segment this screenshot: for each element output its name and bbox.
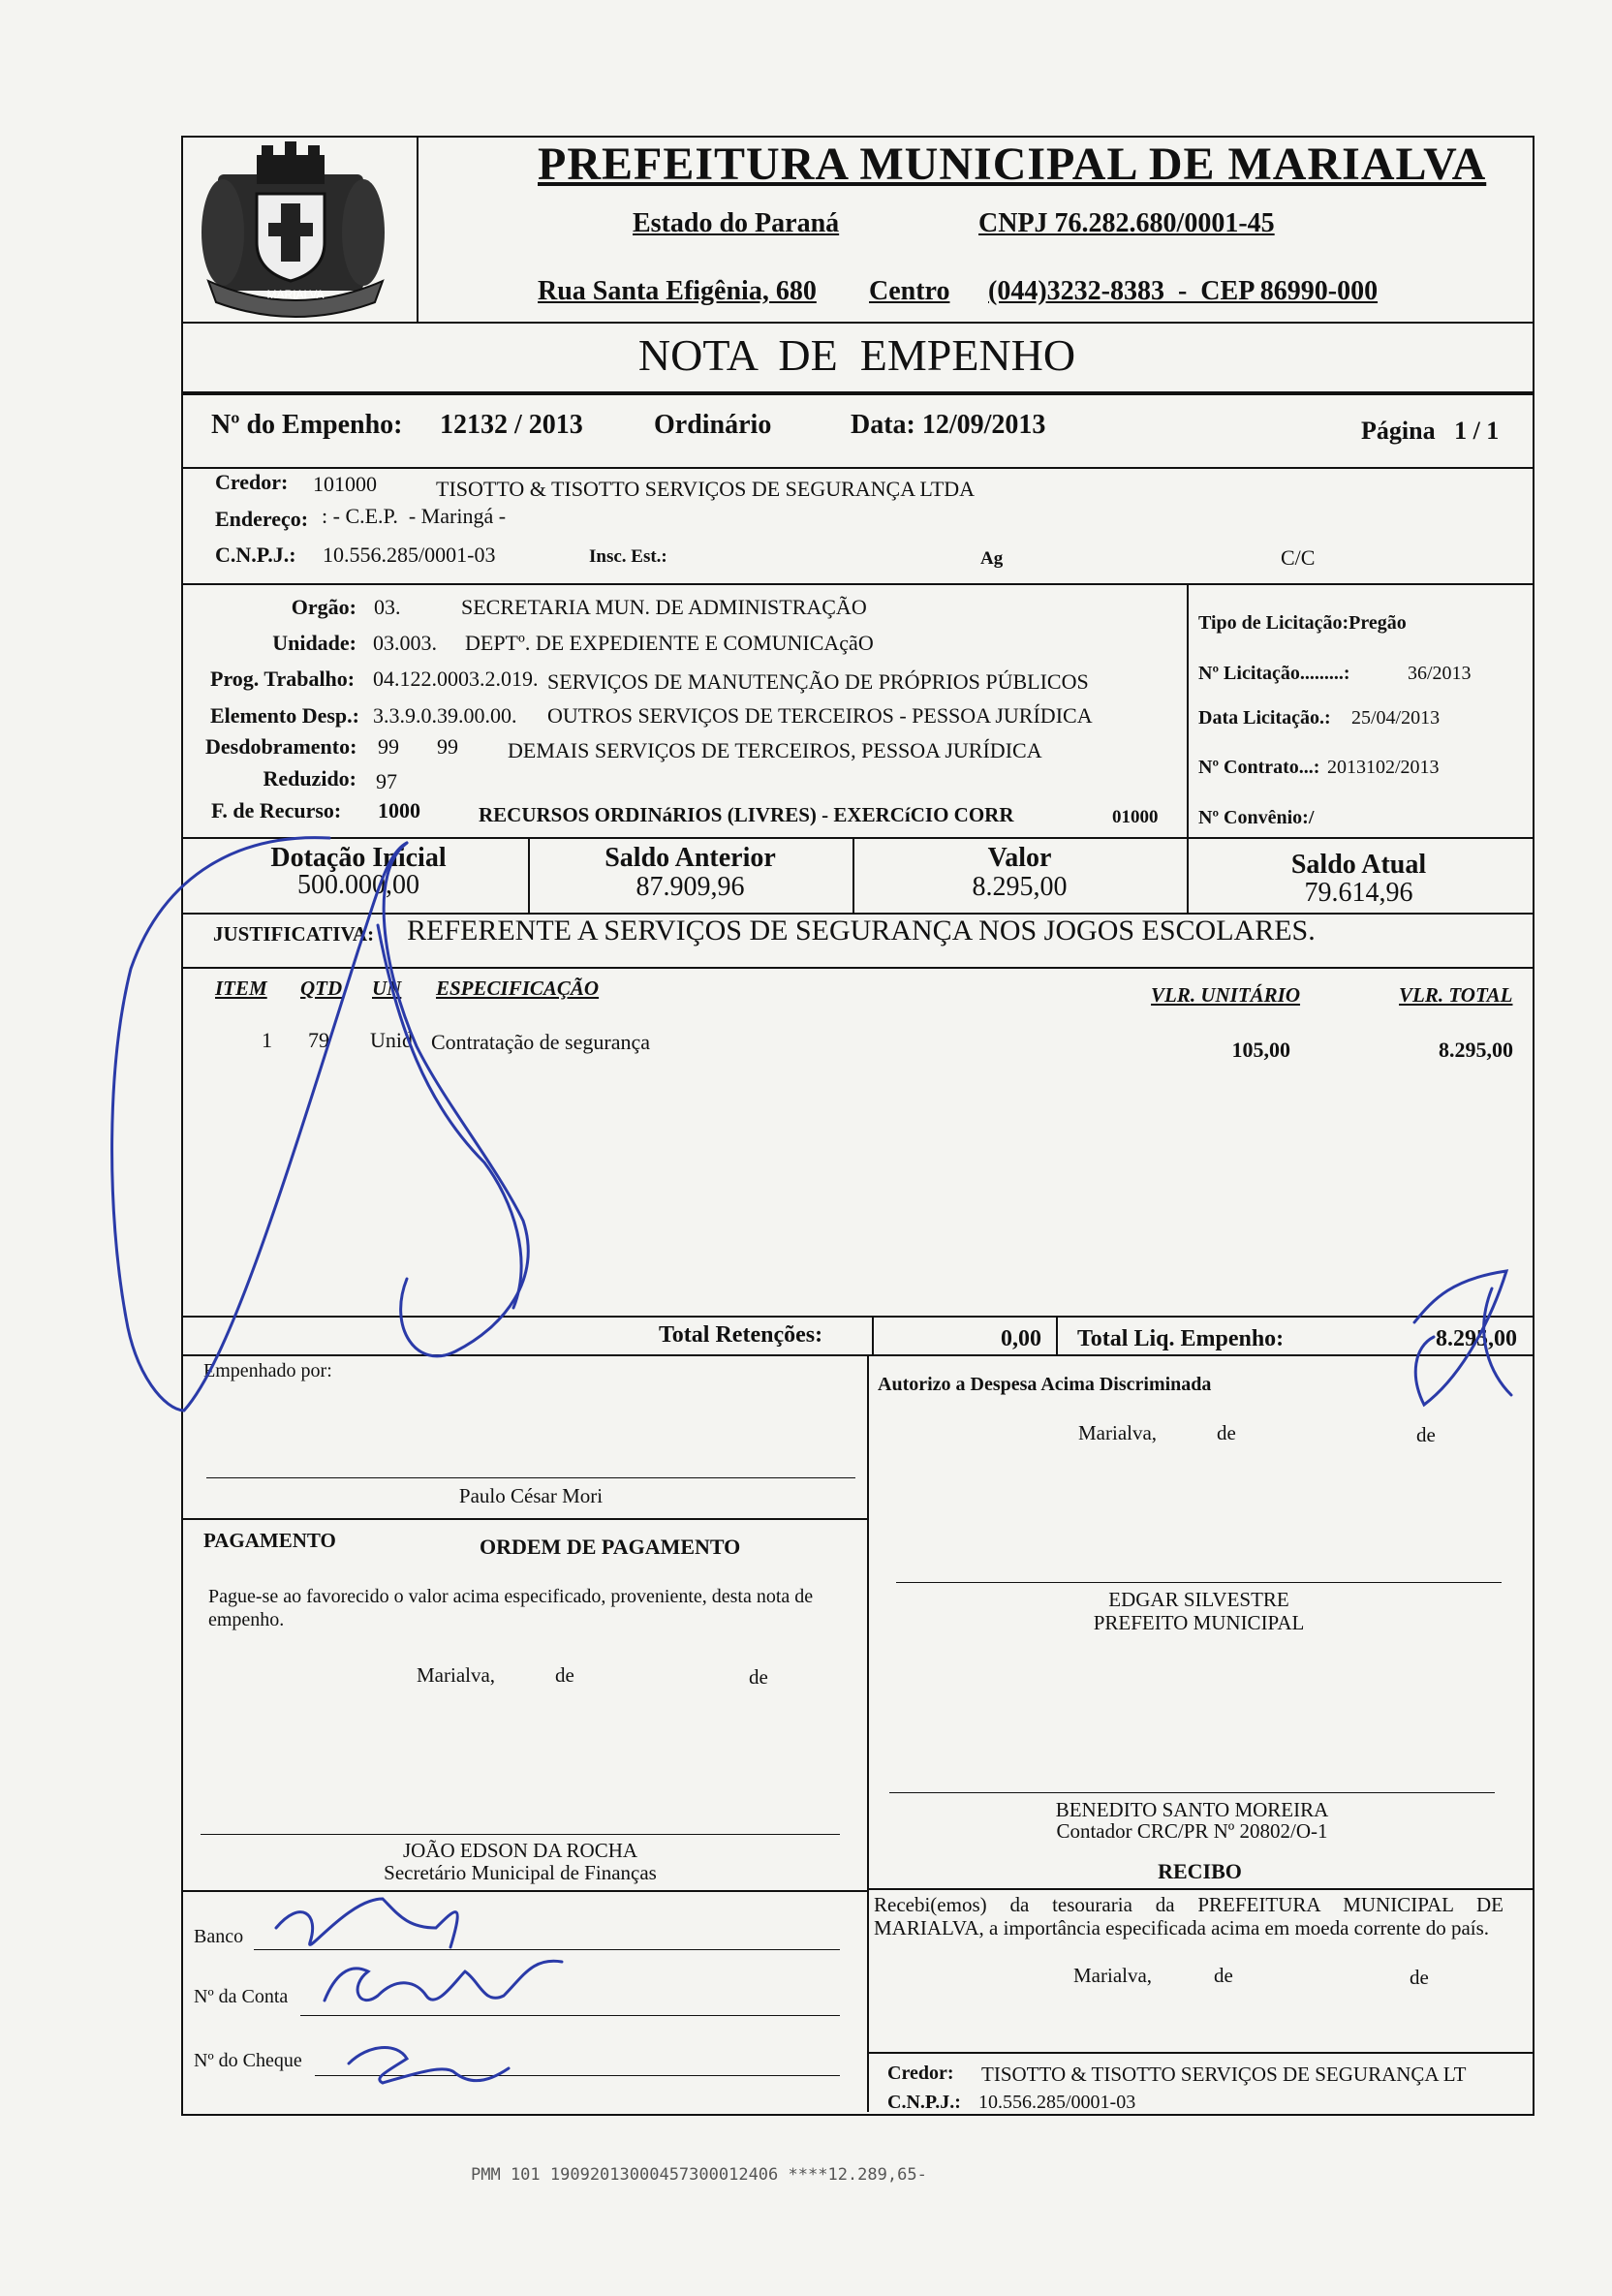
autorizo-text: Autorizo a Despesa Acima Discriminada bbox=[878, 1374, 1212, 1395]
cnpj-label: CNPJ 76.282.680/0001-45 bbox=[978, 208, 1275, 238]
desdob-desc: DEMAIS SERVIÇOS DE TERCEIROS, PESSOA JURÍDICA bbox=[508, 738, 1042, 762]
district-label: Centro bbox=[869, 276, 950, 306]
credor-code: 101000 bbox=[313, 472, 377, 496]
dotacao-value: 500.000,00 bbox=[297, 870, 419, 900]
col-un: UN bbox=[372, 977, 402, 1000]
desdob-code1: 99 bbox=[378, 734, 399, 759]
col-qtd: QTD bbox=[300, 977, 343, 1000]
empenho-date: Data: 12/09/2013 bbox=[851, 410, 1046, 440]
cheque-label: Nº do Cheque bbox=[194, 2050, 302, 2071]
recibo-place: Marialva, bbox=[1073, 1964, 1153, 1987]
valor-label: Valor bbox=[987, 843, 1052, 873]
cc-label: C/C bbox=[1281, 545, 1316, 570]
elemento-label: Elemento Desp.: bbox=[210, 703, 359, 728]
coat-of-arms-logo bbox=[189, 116, 412, 325]
prog-desc: SERVIÇOS DE MANUTENÇÃO DE PRÓPRIOS PÚBLICOS bbox=[547, 669, 1089, 694]
data-licitacao-label: Data Licitação.: bbox=[1198, 707, 1331, 729]
numero-licitacao: 36/2013 bbox=[1408, 663, 1472, 684]
empenhado-label: Empenhado por: bbox=[203, 1360, 332, 1381]
empenho-number: 12132 / 2013 bbox=[440, 410, 583, 440]
pagamento-label: PAGAMENTO bbox=[203, 1529, 336, 1552]
dotacao-label: Dotação Inicial bbox=[270, 843, 447, 873]
total-liq-label: Total Liq. Empenho: bbox=[1077, 1326, 1285, 1351]
ordem-pagamento-label: ORDEM DE PAGAMENTO bbox=[480, 1535, 741, 1559]
credor-name: TISOTTO & TISOTTO SERVIÇOS DE SEGURANÇA LTDA bbox=[436, 477, 976, 501]
recibo-de2: de bbox=[1410, 1966, 1429, 1989]
recibo-credor: TISOTTO & TISOTTO SERVIÇOS DE SEGURANÇA LT bbox=[981, 2063, 1467, 2086]
credor-address: : - C.E.P. - Maringá - bbox=[322, 504, 507, 528]
recurso-code2: 01000 bbox=[1112, 807, 1159, 827]
contador-name: BENEDITO SANTO MOREIRA bbox=[1055, 1798, 1329, 1821]
pagamento-de1: de bbox=[555, 1663, 574, 1687]
justificativa-label: JUSTIFICATIVA: bbox=[213, 922, 375, 946]
svg-text:MARIALVA: MARIALVA bbox=[266, 288, 325, 301]
document-title: NOTA DE EMPENHO bbox=[637, 330, 1076, 380]
pagamento-place: Marialva, bbox=[417, 1663, 496, 1687]
conta-label: Nº da Conta bbox=[194, 1986, 289, 2007]
contrato-number: 2013102/2013 bbox=[1327, 757, 1440, 778]
valor-value: 8.295,00 bbox=[972, 872, 1068, 902]
autorizo-de1: de bbox=[1217, 1421, 1236, 1444]
autorizo-place: Marialva, bbox=[1078, 1421, 1158, 1444]
desdob-label: Desdobramento: bbox=[205, 734, 357, 759]
recibo-text: Recebi(emos) da tesouraria da PREFEITURA MUNICIPAL DE MARIALVA, a importância especificada acima em moeda corrente do país. bbox=[874, 1893, 1504, 1939]
empenho-label: Nº do Empenho: bbox=[211, 410, 403, 440]
empenho-type: Ordinário bbox=[654, 410, 772, 440]
autorizo-de2: de bbox=[1416, 1423, 1436, 1446]
col-vlr-total: VLR. TOTAL bbox=[1399, 983, 1513, 1007]
secretario-role: Secretário Municipal de Finanças bbox=[384, 1861, 657, 1884]
elemento-code: 3.3.9.0.39.00.00. bbox=[373, 703, 517, 728]
page-title: PREFEITURA MUNICIPAL DE MARIALVA bbox=[538, 139, 1487, 190]
phone-cep-label: (044)3232-8383 - CEP 86990-000 bbox=[988, 276, 1379, 306]
col-espec: ESPECIFICAÇÃO bbox=[436, 977, 600, 1000]
saldo-anterior-label: Saldo Anterior bbox=[604, 843, 776, 873]
pagamento-de2: de bbox=[749, 1665, 768, 1689]
secretario-name: JOÃO EDSON DA ROCHA bbox=[402, 1839, 638, 1862]
row-qtd: 79 bbox=[308, 1028, 329, 1052]
page-number: Página 1 / 1 bbox=[1361, 417, 1500, 445]
banco-label: Banco bbox=[194, 1926, 244, 1947]
ag-label: Ag bbox=[980, 548, 1004, 569]
row-item: 1 bbox=[262, 1028, 272, 1052]
row-espec: Contratação de segurança bbox=[431, 1030, 650, 1054]
row-vlr-total: 8.295,00 bbox=[1439, 1038, 1513, 1062]
saldo-atual-label: Saldo Atual bbox=[1290, 850, 1427, 880]
footer-code: PMM 101 19092013000457300012406 ****12.289,65- bbox=[471, 2165, 927, 2185]
recibo-credor-label: Credor: bbox=[887, 2063, 954, 2084]
recibo-de1: de bbox=[1214, 1964, 1233, 1987]
pagamento-text: Pague-se ao favorecido o valor acima especificado, proveniente, desta nota de empenho. bbox=[208, 1586, 814, 1630]
numero-licitacao-label: Nº Licitação.........: bbox=[1198, 663, 1350, 684]
recibo-cnpj-label: C.N.P.J.: bbox=[887, 2092, 961, 2113]
reduzido-code: 97 bbox=[376, 769, 397, 793]
unidade-desc: DEPTº. DE EXPEDIENTE E COMUNICAçãO bbox=[465, 631, 874, 655]
prefeito-role: PREFEITO MUNICIPAL bbox=[1093, 1611, 1305, 1634]
contador-role: Contador CRC/PR Nº 20802/O-1 bbox=[1056, 1819, 1328, 1843]
convenio-label: Nº Convênio:/ bbox=[1198, 807, 1315, 828]
orgao-desc: SECRETARIA MUN. DE ADMINISTRAÇÃO bbox=[461, 595, 867, 619]
recibo-title: RECIBO bbox=[1158, 1859, 1242, 1883]
credor-cnpj: 10.556.285/0001-03 bbox=[323, 543, 496, 567]
recibo-cnpj: 10.556.285/0001-03 bbox=[978, 2092, 1136, 2113]
tipo-licitacao: Tipo de Licitação:Pregão bbox=[1198, 612, 1407, 634]
credor-label: Credor: bbox=[215, 470, 289, 494]
unidade-code: 03.003. bbox=[373, 631, 437, 655]
data-licitacao: 25/04/2013 bbox=[1351, 707, 1441, 729]
address-field-label: Endereço: bbox=[215, 507, 309, 531]
reduzido-label: Reduzido: bbox=[263, 766, 356, 791]
address-label: Rua Santa Efigênia, 680 bbox=[538, 276, 817, 306]
unidade-label: Unidade: bbox=[272, 631, 356, 655]
saldo-anterior-value: 87.909,96 bbox=[636, 872, 745, 902]
desdob-code2: 99 bbox=[437, 734, 458, 759]
insc-est-label: Insc. Est.: bbox=[589, 546, 667, 567]
prog-label: Prog. Trabalho: bbox=[210, 667, 356, 691]
contrato-label: Nº Contrato...: bbox=[1198, 757, 1320, 778]
credor-cnpj-label: C.N.P.J.: bbox=[215, 543, 296, 567]
col-item: ITEM bbox=[215, 977, 267, 1000]
elemento-desc: OUTROS SERVIÇOS DE TERCEIROS - PESSOA JURÍDICA bbox=[547, 703, 1093, 728]
row-vlr-unit: 105,00 bbox=[1231, 1038, 1290, 1062]
recurso-code: 1000 bbox=[378, 798, 420, 822]
empenhado-signer: Paulo César Mori bbox=[458, 1484, 604, 1507]
recurso-label: F. de Recurso: bbox=[211, 798, 342, 822]
row-un: Unid bbox=[370, 1028, 413, 1052]
saldo-atual-value: 79.614,96 bbox=[1304, 878, 1413, 908]
state-label: Estado do Paraná bbox=[633, 208, 840, 238]
prefeito-name: EDGAR SILVESTRE bbox=[1108, 1588, 1289, 1611]
prog-code: 04.122.0003.2.019. bbox=[373, 667, 539, 691]
orgao-label: Orgão: bbox=[291, 595, 356, 619]
recurso-desc: RECURSOS ORDINáRIOS (LIVRES) - EXERCíCIO CORR bbox=[479, 803, 1014, 826]
total-liq-value: 8.295,00 bbox=[1436, 1326, 1517, 1351]
justificativa-text: REFERENTE A SERVIÇOS DE SEGURANÇA NOS JOGOS ESCOLARES. bbox=[407, 915, 1316, 946]
orgao-code: 03. bbox=[374, 595, 401, 619]
total-retencoes-label: Total Retenções: bbox=[659, 1322, 823, 1348]
col-vlr-unit: VLR. UNITÁRIO bbox=[1151, 983, 1301, 1007]
total-retencoes-value: 0,00 bbox=[1001, 1326, 1041, 1351]
